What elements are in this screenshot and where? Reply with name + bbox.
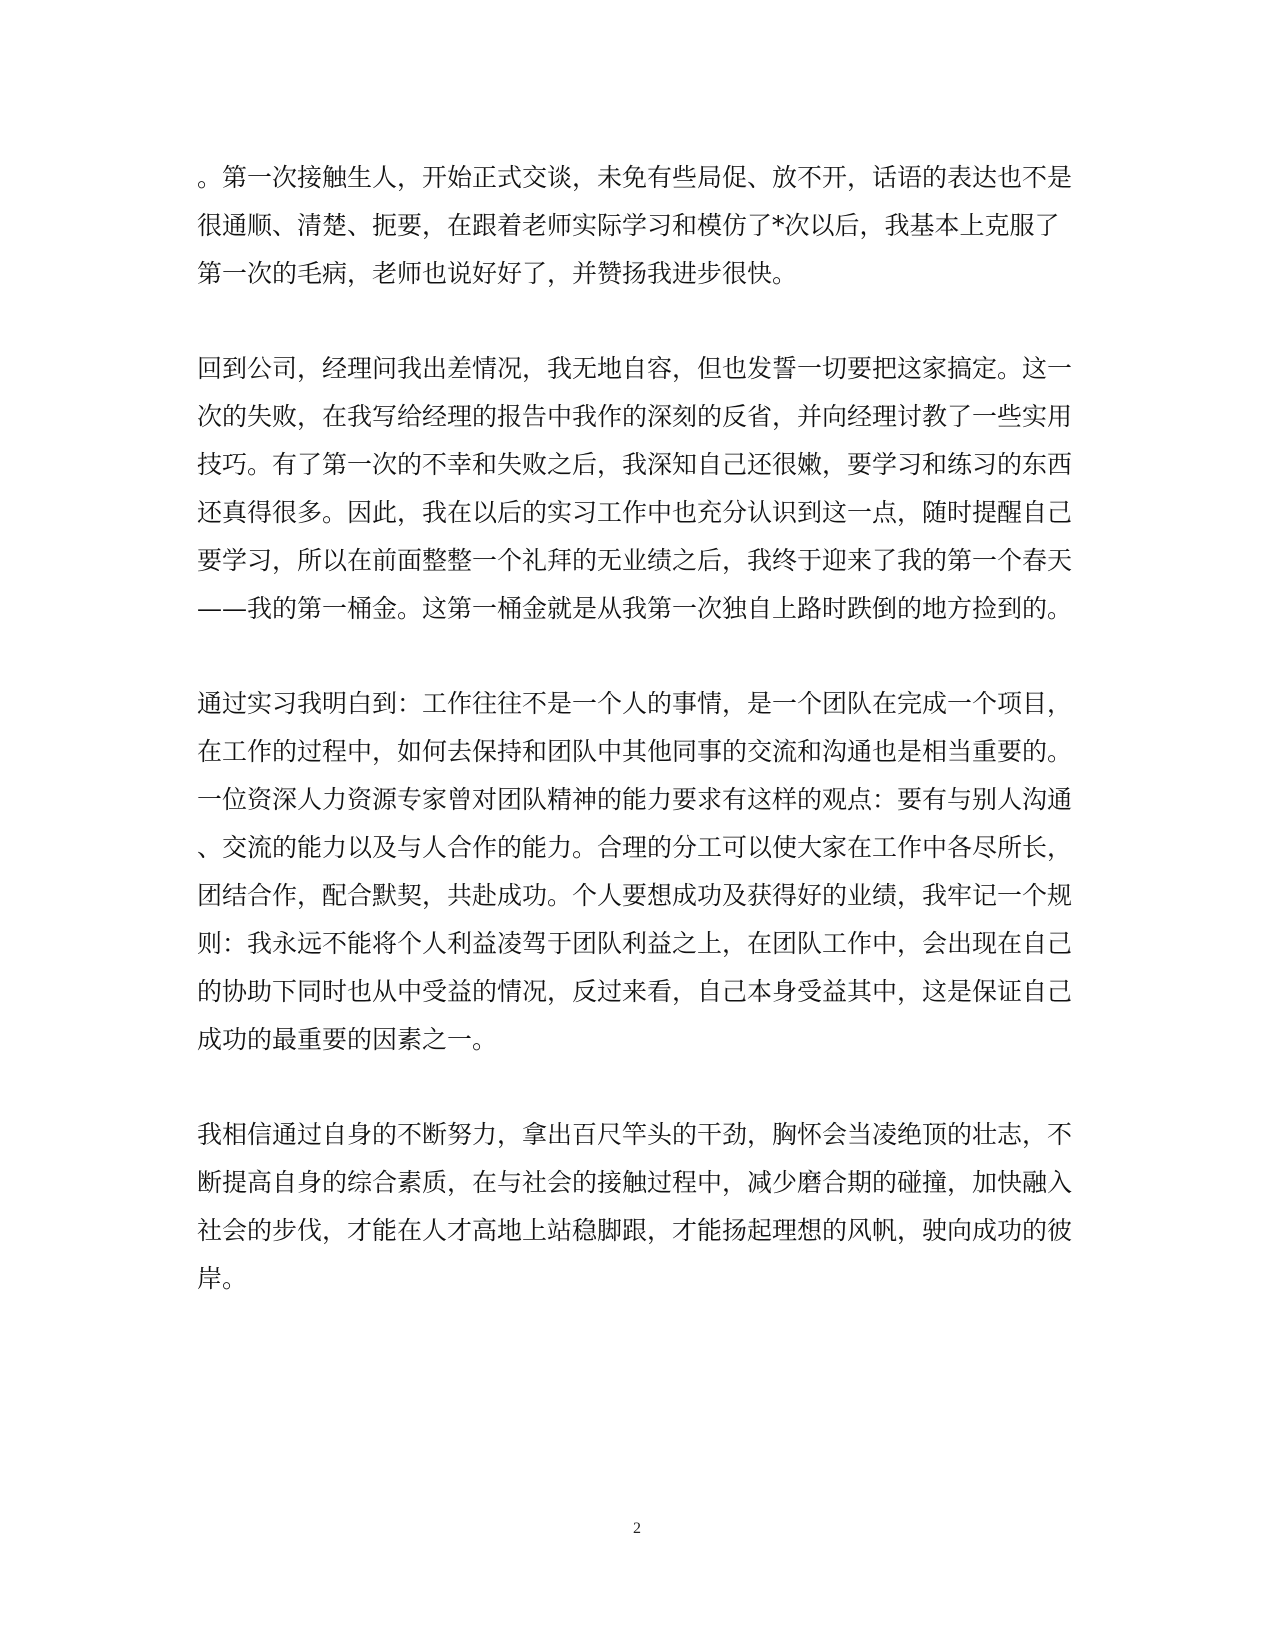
text-line: 断提高自身的综合素质，在与社会的接触过程中，减少磨合期的碰撞，加快融入 [197,1168,1073,1197]
text-line: 成功的最重要的因素之一。 [197,1025,498,1054]
text-line: 次的失败，在我写给经理的报告中我作的深刻的反省，并向经理讨教了一些实用 [197,402,1073,431]
text-line: 很通顺、清楚、扼要，在跟着老师实际学习和模仿了*次以后，我基本上克服了 [197,211,1060,240]
text-line: 还真得很多。因此，我在以后的实习工作中也充分认识到这一点，随时提醒自己 [197,498,1073,527]
text-line: 在工作的过程中，如何去保持和团队中其他同事的交流和沟通也是相当重要的。 [197,737,1073,766]
text-line: 。第一次接触生人，开始正式交谈，未免有些局促、放不开，话语的表达也不是 [197,163,1073,192]
text-line: 第一次的毛病，老师也说好好了，并赞扬我进步很快。 [197,259,798,288]
text-line: 要学习，所以在前面整整一个礼拜的无业绩之后，我终于迎来了我的第一个春天 [197,546,1073,575]
document-body [197,154,1073,1350]
text-line: 社会的步伐，才能在人才高地上站稳脚跟，才能扬起理想的风帆，驶向成功的彼 [197,1216,1073,1245]
text-line: 则：我永远不能将个人利益凌驾于团队利益之上，在团队工作中，会出现在自己 [197,929,1073,958]
page-number: 2 [633,1520,641,1537]
text-line: 一位资深人力资源专家曾对团队精神的能力要求有这样的观点：要有与别人沟通 [197,785,1073,814]
paragraph-2 [197,345,1073,633]
text-line: 的协助下同时也从中受益的情况，反过来看，自己本身受益其中，这是保证自己 [197,977,1073,1006]
paragraph-1 [197,154,1073,298]
text-line: 我相信通过自身的不断努力，拿出百尺竿头的干劲，胸怀会当凌绝顶的壮志，不 [197,1120,1073,1149]
paragraph-3 [197,680,1073,1064]
text-line: 回到公司，经理问我出差情况，我无地自容，但也发誓一切要把这家搞定。这一 [197,354,1073,383]
text-line: ——我的第一桶金。这第一桶金就是从我第一次独自上路时跌倒的地方捡到的。 [197,594,1073,623]
paragraph-4 [197,1111,1073,1303]
text-line: 岸。 [197,1264,248,1293]
text-line: 团结合作，配合默契，共赴成功。个人要想成功及获得好的业绩，我牢记一个规 [197,881,1073,910]
text-line: 、交流的能力以及与人合作的能力。合理的分工可以使大家在工作中各尽所长， [197,833,1073,862]
text-line: 通过实习我明白到：工作往往不是一个人的事情，是一个团队在完成一个项目， [197,689,1073,718]
text-line: 技巧。有了第一次的不幸和失败之后，我深知自己还很嫩，要学习和练习的东西 [197,450,1073,479]
